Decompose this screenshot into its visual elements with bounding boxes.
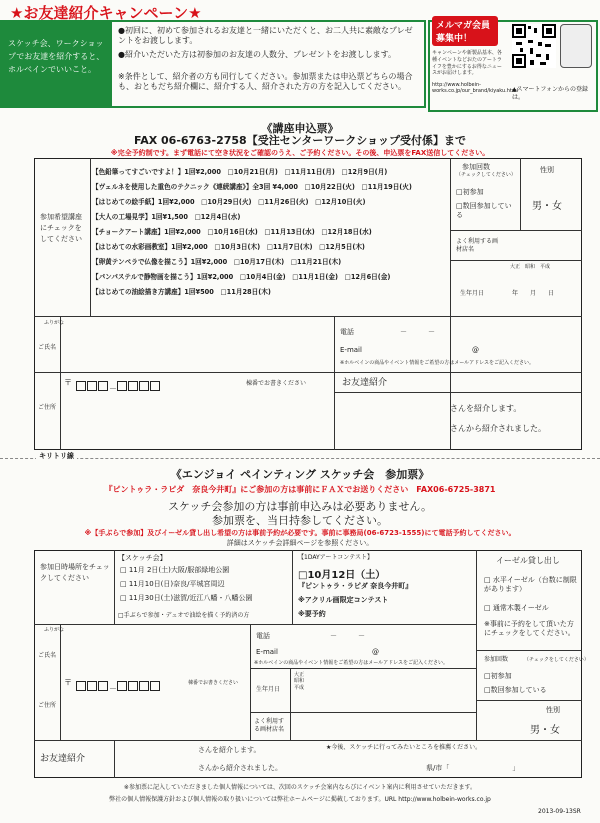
- sketch-email-field[interactable]: [290, 646, 474, 658]
- future-sketch-field[interactable]: 県/市「 」: [426, 764, 520, 772]
- application-warning: ※完全予約制です。まず電話にて空き状況をご確認のうえ、ご予約ください。その後、申込票をFAX送信してください。: [110, 149, 490, 157]
- multi-time-checkbox[interactable]: □数回参加している: [456, 202, 512, 219]
- application-heading: 《講座申込票》: [261, 122, 339, 135]
- sketch-phone-label: 電話: [256, 632, 270, 640]
- sketch-friend-introduce-line[interactable]: さんを紹介します。: [198, 746, 261, 754]
- course-2[interactable]: 【ヴェルネを使用した重色のテクニック《連続講座》】全3回 ¥4,000 □10月22日(火) □11月19日(火): [92, 183, 412, 191]
- address-field[interactable]: [62, 392, 332, 448]
- sketch-heading: 《エンジョイ ペインティング スケッチ会 参加票》: [170, 468, 430, 481]
- course-7[interactable]: 【卵黄テンペラで仏像を描こう】1回¥2,000 □10月17日(木) □11月21日(木): [92, 258, 342, 266]
- address-label: ご住所: [38, 404, 57, 411]
- course-5[interactable]: 【チョークアート講座】1回¥2,000 □10月16日(水) □11月13日(水) □12月18日(水): [92, 228, 372, 236]
- furigana-label: ふりがな: [44, 320, 65, 326]
- footer-line-1: ※参加票に記入していただきました個人情報については、次回のスケッチ会案内ならびにイベント案内に利用させていただきます。: [123, 784, 477, 791]
- sketch-gender-label: 性別: [546, 706, 560, 714]
- sketch-building-note: 棟番でお書きください: [188, 680, 239, 686]
- count-sub: （チェックしてください）: [456, 172, 516, 178]
- birth-era: 大正 昭和 平成: [510, 264, 551, 270]
- campaign-left-text: スケッチ会、ワークショップでお友達を紹介すると、ホルベインでいいこと。: [8, 39, 105, 74]
- sketch-postal-code-boxes[interactable]: －: [76, 676, 161, 695]
- name-label: ご氏名: [38, 344, 57, 351]
- campaign-bullet-2: ●紹介いただいた方は初参加のお友達の人数分、プレゼントをお渡しします。: [118, 50, 397, 59]
- campaign-bullet-1: ●初回に、初めて参加されるお友達と一緒にいただくと、お二人共に素敵なプレゼントをお渡しします。: [118, 26, 413, 46]
- qr-code-icon: [512, 24, 556, 68]
- smartphone-text: ▲スマートフォンからの登録は。: [512, 86, 589, 101]
- easel-wooden-checkbox[interactable]: □ 通常木製イーゼル: [484, 604, 549, 612]
- sketch-phone-dash: － －: [330, 632, 365, 640]
- email-field[interactable]: [376, 344, 578, 356]
- sketch-line-1: スケッチ会参加の方は事前申込みは必要ありません。: [167, 500, 433, 513]
- sketch-birth-label: 生年月日: [256, 686, 281, 693]
- sketch-multi-time-checkbox[interactable]: □数回参加している: [484, 686, 547, 694]
- sketch-email-note: ※ホルベインの商品やイベント情報をご希望の方はメールアドレスをご記入ください。: [254, 660, 448, 666]
- sketch-session-1[interactable]: □ 11月 2日(土)大阪/服部緑地公園: [120, 566, 230, 574]
- sketch-phone-field[interactable]: [284, 630, 474, 642]
- easel-horizontal-checkbox[interactable]: □ 水平イーゼル（台数に制限があります）: [484, 576, 577, 593]
- easel-label: イーゼル貸し出し: [496, 556, 560, 565]
- email-at: @: [472, 346, 479, 354]
- oneday-contest: ※アクリル画限定コンテスト: [298, 596, 389, 604]
- email-label: E-mail: [340, 346, 362, 354]
- gender-choice[interactable]: 男・女: [532, 201, 562, 212]
- sketch-session-2[interactable]: □ 11月10日(日)奈良/平城宮周辺: [120, 580, 225, 588]
- sketch-address-label: ご住所: [38, 702, 57, 709]
- friend-introduced-by-line[interactable]: さんから紹介されました。: [450, 424, 546, 433]
- birth-date-units: 年 月 日: [512, 290, 555, 297]
- smartphone-icon: [560, 24, 592, 68]
- oneday-reserve: ※要予約: [298, 610, 326, 618]
- sketch-subheading: 『ピントゥラ・ラピダ 奈良今井町』にご参加の方は事前にＦＡＸでお送りください FAX06-6725-3871: [104, 485, 496, 494]
- name-field[interactable]: [62, 318, 332, 370]
- sketch-furigana-label: ふりがな: [44, 627, 65, 633]
- oneday-label: 【1DAYアートコンテスト】: [298, 554, 373, 561]
- campaign-title: ★お友達紹介キャンペーン★: [10, 4, 202, 22]
- sketch-gender-choice[interactable]: 男・女: [530, 725, 560, 736]
- course-8[interactable]: 【パンパステルで静物画を描こう】1回¥2,000 □10月4日(金) □11月1日(金) □12月6日(金): [92, 273, 391, 281]
- campaign-note: ※条件として、紹介者の方も同行してください。参加票または申込票どちらの場合も、おともだち紹介欄に、紹介する人、紹介された方の方を記入してください。: [118, 72, 413, 92]
- building-note: 棟番でお書きください: [246, 380, 307, 387]
- oneday-place: 『ピントゥラ・ラピダ 奈良今井町』: [298, 582, 413, 590]
- first-time-checkbox[interactable]: □初参加: [456, 188, 484, 196]
- count-label: 参加回数: [462, 163, 490, 171]
- course-9[interactable]: 【はじめての油絵描き方講座】1回¥500 □11月28日(木): [92, 288, 271, 296]
- phone-dash: － －: [400, 328, 435, 336]
- sketch-name-field[interactable]: [62, 626, 248, 666]
- email-note: ※ホルベインの商品やイベント情報をご希望の方はメールアドレスをご記入ください。: [340, 360, 534, 366]
- sketch-friend-label: お友達紹介: [40, 754, 86, 764]
- footer-code: 2013-09-13SR: [538, 808, 581, 815]
- course-6[interactable]: 【はじめての水彩画教室】1回¥2,000 □10月3日(木) □11月7日(木) □12月5日(木): [92, 243, 365, 251]
- mailmag-url[interactable]: http://www.holbein-works.co.jp/our_brand/kiyaku.html: [432, 82, 519, 95]
- cut-line-label: キリトリ線: [36, 452, 77, 461]
- friend-label: お友達紹介: [342, 378, 388, 388]
- phone-field[interactable]: [368, 326, 578, 338]
- sketch-art-store-field[interactable]: [292, 714, 474, 738]
- footer-line-2: 弊社の個人情報保護方針および個人情報の取り扱いについては弊社ホームページに掲載しております。URL http://www.holbein-works.co.jp: [109, 796, 491, 803]
- phone-label: 電話: [340, 328, 354, 336]
- oneday-date-checkbox[interactable]: □10月12日（土）: [298, 570, 386, 581]
- mailmag-badge: メルマガ会員募集中！: [432, 16, 498, 46]
- course-1[interactable]: 【色鉛筆ってすごいですよ！】1回¥2,000 □10月21日(月) □11月11日(月) □12月9日(月): [92, 168, 388, 176]
- gender-label: 性別: [540, 166, 554, 174]
- sketch-art-store-label: よく利用する画材店名: [254, 718, 285, 733]
- sketch-address-field[interactable]: [62, 692, 248, 738]
- sketch-count-sub: （チェックをしてください）: [524, 657, 589, 663]
- application-fax: FAX 06-6763-2758【受注センターワークショップ受付係】まで: [133, 134, 467, 147]
- postal-mark: 〒: [64, 378, 72, 387]
- sketch-birth-field[interactable]: [312, 672, 474, 710]
- sketch-email-label: E-mail: [256, 648, 278, 656]
- course-3[interactable]: 【はじめての絵手紙】1回¥2,000 □10月29日(火) □11月26日(火) □12月10日(火): [92, 198, 366, 206]
- sketch-name-label: ご氏名: [38, 652, 57, 659]
- sketch-check-label: 参加日時場所をチェックしてください: [40, 563, 110, 583]
- sketch-detail: 詳細はスケッチ会詳細ページを参照ください。: [226, 539, 374, 547]
- check-course-label: 参加希望講座にチェックをしてください: [40, 213, 82, 244]
- easel-note: ※事前に予約をして頂いた方にチェックをしてください。: [484, 620, 575, 637]
- sketch-first-time-checkbox[interactable]: □初参加: [484, 672, 512, 680]
- sketch-postal-mark: 〒: [64, 678, 72, 687]
- sketch-birth-era: 大正 昭和 平成: [294, 672, 310, 691]
- mailmag-text: キャンペーンや新製品基本、各種イベントなどおたのアートライフを豊かにするお得なニュースがお届けします。: [432, 50, 502, 77]
- sketch-note: ※【手ぶらで参加】及びイーゼル貸し出し希望の方は事前予約が必要です。事前に事務局(06-6723-1555)にて電話予約してください。: [84, 529, 516, 537]
- future-sketch-label: ★今後、スケッチに行ってみたいところを推薦ください。: [326, 744, 482, 751]
- sketch-kit-checkbox[interactable]: □手ぶらで参加・デュオで油絵を描く予約済の方: [118, 612, 250, 619]
- course-4[interactable]: 【大人の工場見学】1回¥1,500 □12月4日(水): [92, 213, 241, 221]
- birth-label: 生年月日: [460, 290, 485, 297]
- sketch-session-label: 【スケッチ会】: [118, 554, 167, 562]
- sketch-count-label: 参加回数: [484, 656, 509, 663]
- friend-introduce-line[interactable]: さんを紹介します。: [450, 404, 522, 413]
- art-store-label: よく利用する画材店名: [456, 238, 499, 253]
- sketch-session-3[interactable]: □ 11月30日(土)滋賀/近江八幡・八幡公園: [120, 594, 253, 602]
- sketch-line-2: 参加票を、当日持参してください。: [212, 514, 388, 527]
- sketch-email-at: @: [372, 648, 379, 656]
- postal-code-boxes[interactable]: －: [76, 376, 161, 395]
- sketch-friend-introduced-by-line[interactable]: さんから紹介されました。: [198, 764, 282, 772]
